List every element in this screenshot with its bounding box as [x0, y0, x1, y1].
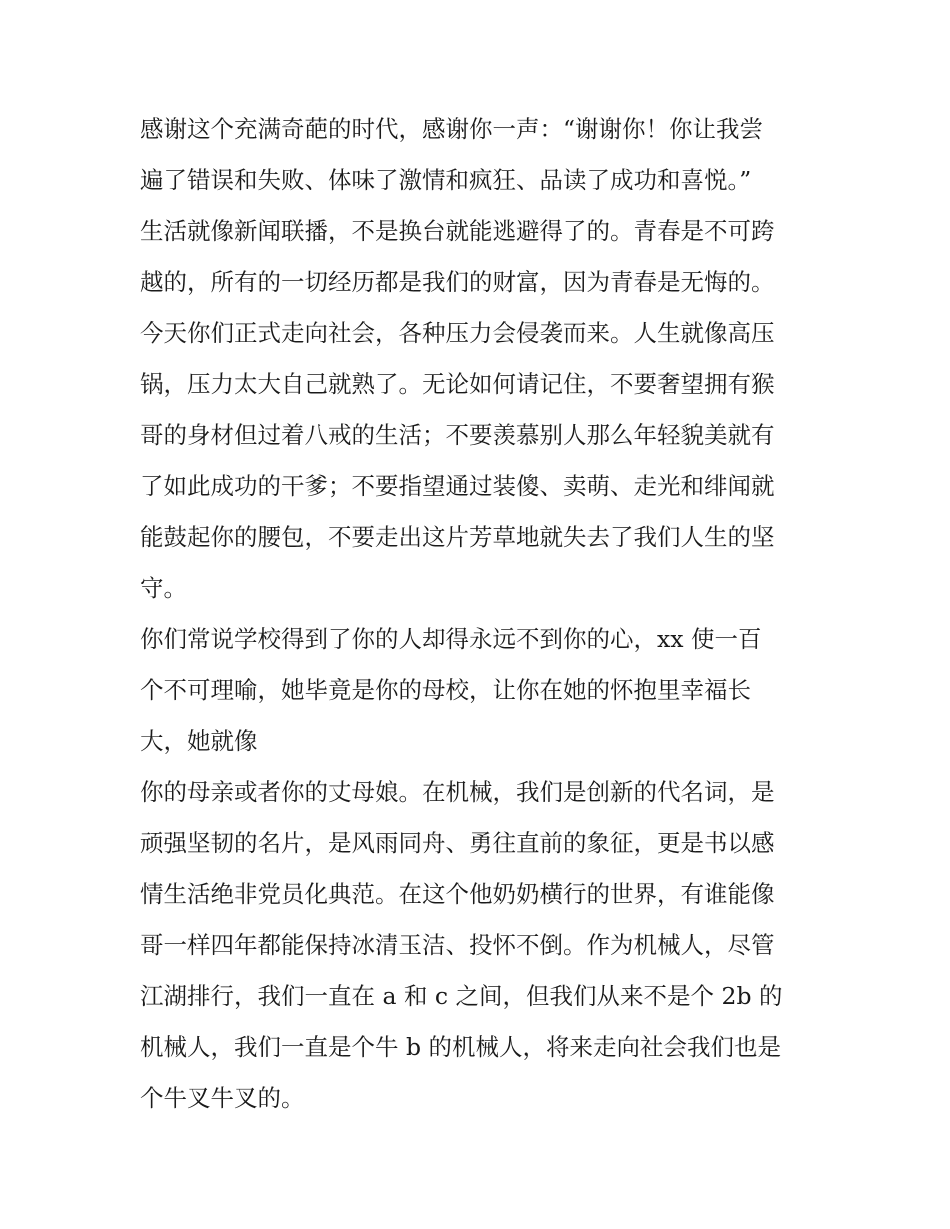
- text-line: 了如此成功的干爹；不要指望通过装傻、卖萌、走光和绯闻就: [140, 472, 775, 500]
- text-line: 顽强坚韧的名片，是风雨同舟、勇往直前的象征，更是书以感: [140, 829, 775, 857]
- text-line: 江湖排行，我们一直在 a 和 c 之间，但我们从来不是个 2b 的: [140, 982, 783, 1010]
- text-line: 哥一样四年都能保持冰清玉洁、投怀不倒。作为机械人，尽管: [140, 931, 775, 959]
- text-line: 今天你们正式走向社会，各种压力会侵袭而来。人生就像高压: [140, 319, 775, 347]
- text-line: 个牛叉牛叉的。: [140, 1084, 305, 1112]
- text-line: 越的，所有的一切经历都是我们的财富，因为青春是无悔的。: [140, 268, 775, 296]
- text-line: 生活就像新闻联播，不是换台就能逃避得了的。青春是不可跨: [140, 217, 775, 245]
- document-body: [140, 104, 820, 1124]
- text-line: 机械人，我们一直是个牛 b 的机械人，将来走向社会我们也是: [140, 1033, 781, 1061]
- text-line: 遍了错误和失败、体味了激情和疯狂、品读了成功和喜悦。”: [140, 166, 752, 194]
- text-line: 你的母亲或者你的丈母娘。在机械，我们是创新的代名词，是: [140, 778, 775, 806]
- text-line: 锅，压力太大自己就熟了。无论如何请记住，不要奢望拥有猴: [140, 370, 775, 398]
- text-line: 你们常说学校得到了你的人却得永远不到你的心，xx 使一百: [140, 625, 762, 653]
- text-line: 情生活绝非党员化典范。在这个他奶奶横行的世界，有谁能像: [140, 880, 775, 908]
- text-line: 感谢这个充满奇葩的时代，感谢你一声：“谢谢你！你让我尝: [140, 115, 764, 143]
- text-line: 能鼓起你的腰包，不要走出这片芳草地就失去了我们人生的坚: [140, 523, 775, 551]
- text-line: 大，她就像: [140, 727, 258, 755]
- text-line: 守。: [140, 574, 187, 602]
- text-line: 哥的身材但过着八戒的生活；不要羡慕别人那么年轻貌美就有: [140, 421, 775, 449]
- text-line: 个不可理喻，她毕竟是你的母校，让你在她的怀抱里幸福长: [140, 676, 751, 704]
